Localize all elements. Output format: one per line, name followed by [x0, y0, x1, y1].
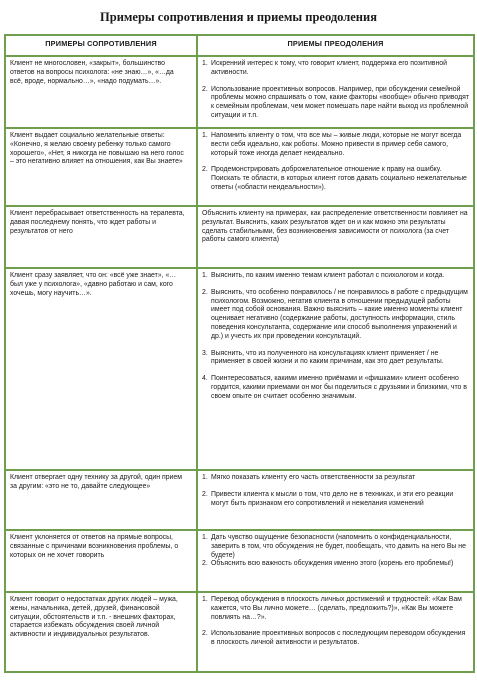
table-row — [5, 56, 474, 128]
technique-item: 1. Напомнить клиенту о том, что все мы – живые люди, которые не могут всегда вести себя идеально, как роботы. Можно привести в пример себя самого, который тоже иногда делает неидеально. — [202, 132, 462, 157]
document-title: Примеры сопротивления и приемы преодоления — [100, 10, 377, 24]
table-row — [5, 530, 474, 592]
technique-item: 1. Мягко показать клиенту его часть ответственности за результат — [202, 474, 416, 481]
technique-item: 4. Поинтересоваться, какими именно приёмами и «фишками» клиент особенно гордится, какими приемами он мог бы поделиться с друзьями и близкими, что в своем опыте он считает особенно значимым. — [202, 375, 467, 400]
resistance-example: Клиент сразу заявляет, что он: «всё уже знает», «…был уже у психолога», «давно работаю и сам, кого хочешь, могу научить…». — [5, 268, 197, 470]
technique-item: 2. Выяснить, что особенно понравилось / не понравилось в работе с предыдущим психологом. Возможно, негатив клиента в отношении предыдущей работы имеет под собой основания. Важно выяснить – какие именно моменты клиент оценивает негативно (содержание работы, доступность информации, стиль поведения консультанта, содержание или способ выполнения упражнений и др.) и учесть их при проведении консультаций. — [202, 288, 468, 340]
resistance-example: Клиент перебрасывает ответственность на терапевта, давая последнему понять, что ждет работы и результатов от него — [5, 206, 197, 268]
technique-item: 2. Привести клиента к мысли о том, что дело не в техниках, и эти его реакции могут быть признаком его сопротивлений и нежелания изменений — [202, 490, 454, 507]
resistance-example: Клиент не многословен, «закрыт», большинство ответов на вопросы психолога: «не знаю…», «…да всё, вроде, нормально…», «надо подумать…». — [5, 56, 197, 128]
technique-text: Объяснить клиенту на примерах, как распределение ответственности повлияет на результат. Выяснить, каких результатов ждет он и как можно эти результаты сделать стабильными, без возникновения зависимости от психолога (за счет работы самого клиента) — [202, 210, 468, 244]
table-header-row — [5, 35, 474, 56]
technique-cell — [197, 530, 474, 592]
technique-cell — [197, 268, 474, 470]
technique-item: 1. Искренний интерес к тому, что говорит клиент, поддержка его позитивной активности. — [202, 60, 447, 76]
technique-cell — [197, 470, 474, 530]
technique-cell — [197, 592, 474, 672]
technique-item: 2. Объяснить всю важность обсуждения именно этого (корень его проблемы!) — [202, 560, 454, 568]
technique-item: 3. Выяснить, что из полученного на консультациях клиент применяет / не применяет в своей жизни и по каким причинам, как это дает результаты. — [202, 349, 444, 366]
technique-cell — [197, 56, 474, 128]
technique-item: 2. Использование проективных вопросов. Например, при обсуждении семейной проблемы можно спрашивать о том, какие факторы «вообще» обычно приводят к семейным проблемам, чем может помешать паре найти выход из проблемной ситуации и т.п. — [202, 85, 469, 119]
table-row — [5, 206, 474, 268]
table-row — [5, 128, 474, 206]
resistance-example: Клиент говорит о недостатках других людей – мужа, жены, начальника, детей, друзей, финансовой ситуации, обстоятельств и т.п. - внешних факторах, старается избежать обсуждения своей личной активности и индивидуальных результатов. — [5, 592, 197, 672]
technique-item: 1. Выяснить, по каким именно темам клиент работал с психологом и когда. — [202, 272, 445, 279]
table-row — [5, 268, 474, 470]
resistance-table — [4, 34, 475, 673]
resistance-example: Клиент уклоняется от ответов на прямые вопросы, связанные с причинами возникновения проблемы, о которых он не хочет говорить — [5, 530, 197, 592]
table-row — [5, 470, 474, 530]
resistance-example: Клиент выдает социально желательные ответы: «Конечно, я желаю своему ребенку только самого хорошего», «Нет, я никогда не повышаю на него голос – это негативно влияет на отношения, как Вы знаете» — [5, 128, 197, 206]
technique-cell — [197, 128, 474, 206]
technique-item: 2. Использование проективных вопросов с последующим переводом обсуждения в плоскость личной активности и результатов. — [202, 630, 466, 647]
resistance-example: Клиент отвергает одну технику за другой, один прием за другим: «это не то, давайте следующее» — [5, 470, 197, 530]
technique-item: 1. Дать чувство ощущение безопасности (напомнить о конфиденциальности, заверить в том, что обсуждения не будет, пообещать, что давить на него Вы не будете) — [202, 534, 466, 559]
technique-cell — [197, 206, 474, 268]
header-examples: ПРИМЕРЫ СОПРОТИВЛЕНИЯ — [5, 35, 197, 56]
technique-item: 2. Продемонстрировать доброжелательное отношение к праву на ошибку. Поискать те области, в которых клиент готов давать социально нежелательные ответы («области неидеальности»). — [202, 166, 467, 191]
technique-item: 1. Перевод обсуждения в плоскость личных достижений и трудностей: «Как Вам кажется, что Вы лично можете… (сделать, предложить?)», «Как Вы можете повлиять на…?». — [202, 596, 462, 621]
header-techniques: ПРИЕМЫ ПРЕОДОЛЕНИЯ — [197, 35, 474, 56]
table-row — [5, 592, 474, 672]
